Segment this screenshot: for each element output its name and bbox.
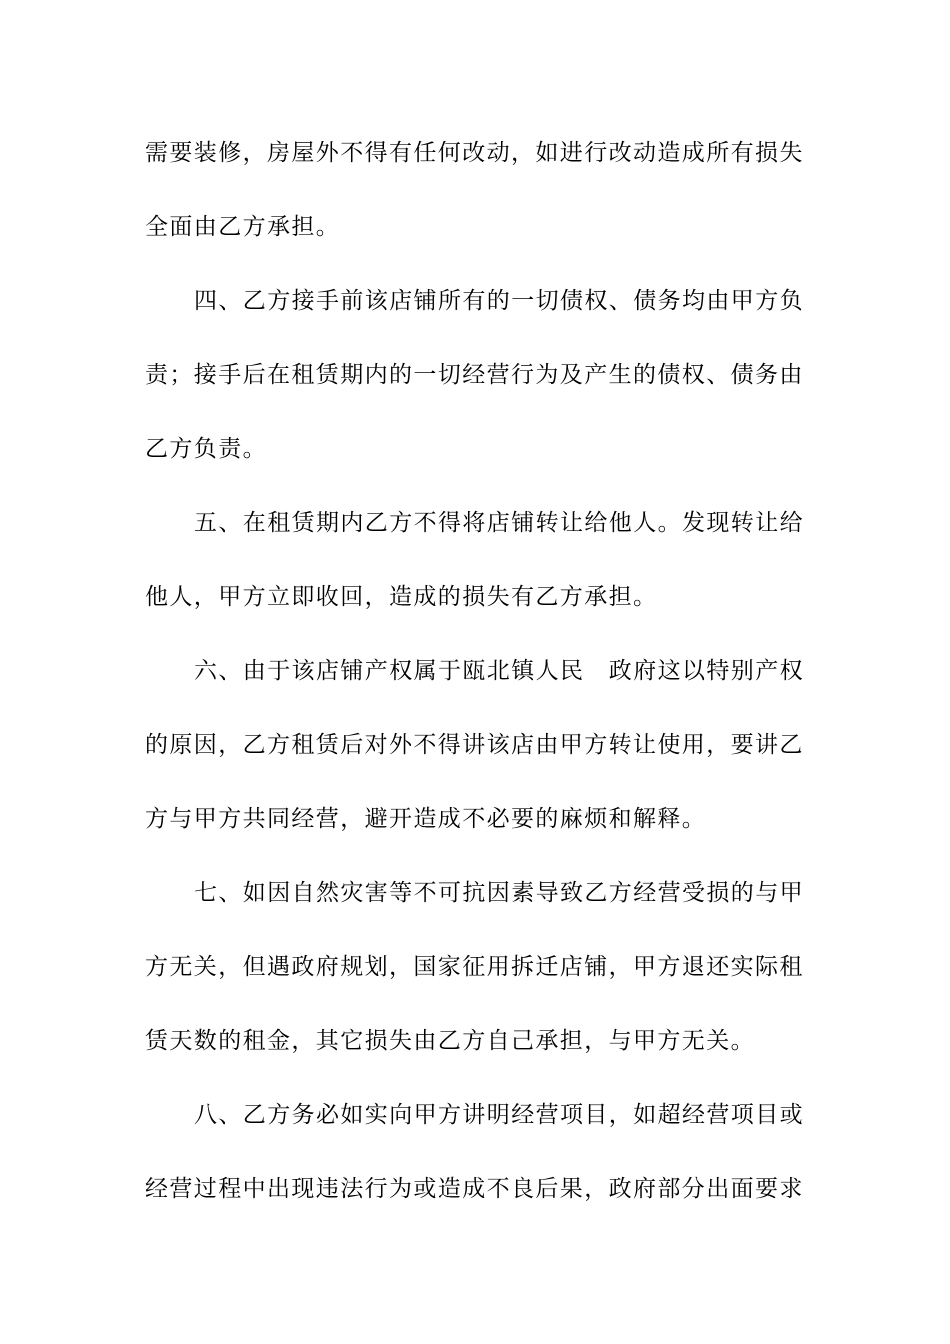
- paragraph-start-line: 七、如因自然灾害等不可抗因素导致乙方经营受损的与甲: [194, 880, 804, 906]
- paragraph-start-line: 六、由于该店铺产权属于瓯北镇人民 政府这以特别产权: [194, 658, 804, 684]
- text-line: 赁天数的租金，其它损失由乙方自己承担，与甲方无关。: [145, 1028, 755, 1054]
- paragraph-start-line: 四、乙方接手前该店铺所有的一切债权、债务均由甲方负: [194, 288, 804, 314]
- text-line: 方无关，但遇政府规划，国家征用拆迁店铺，甲方退还实际租: [145, 954, 804, 980]
- text-line: 经营过程中出现违法行为或造成不良后果，政府部分出面要求: [145, 1176, 804, 1202]
- text-line: 的原因，乙方租赁后对外不得讲该店由甲方转让使用，要讲乙: [145, 732, 804, 758]
- text-line: 方与甲方共同经营，避开造成不必要的麻烦和解释。: [145, 806, 707, 832]
- text-line: 乙方负责。: [145, 436, 267, 462]
- paragraph-start-line: 八、乙方务必如实向甲方讲明经营项目，如超经营项目或: [194, 1102, 804, 1128]
- paragraph-start-line: 五、在租赁期内乙方不得将店铺转让给他人。发现转让给: [194, 510, 804, 536]
- text-line: 需要装修，房屋外不得有任何改动，如进行改动造成所有损失: [145, 140, 804, 166]
- text-line: 责；接手后在租赁期内的一切经营行为及产生的债权、债务由: [145, 362, 804, 388]
- text-line: 他人，甲方立即收回，造成的损失有乙方承担。: [145, 584, 658, 610]
- text-line: 全面由乙方承担。: [145, 214, 341, 240]
